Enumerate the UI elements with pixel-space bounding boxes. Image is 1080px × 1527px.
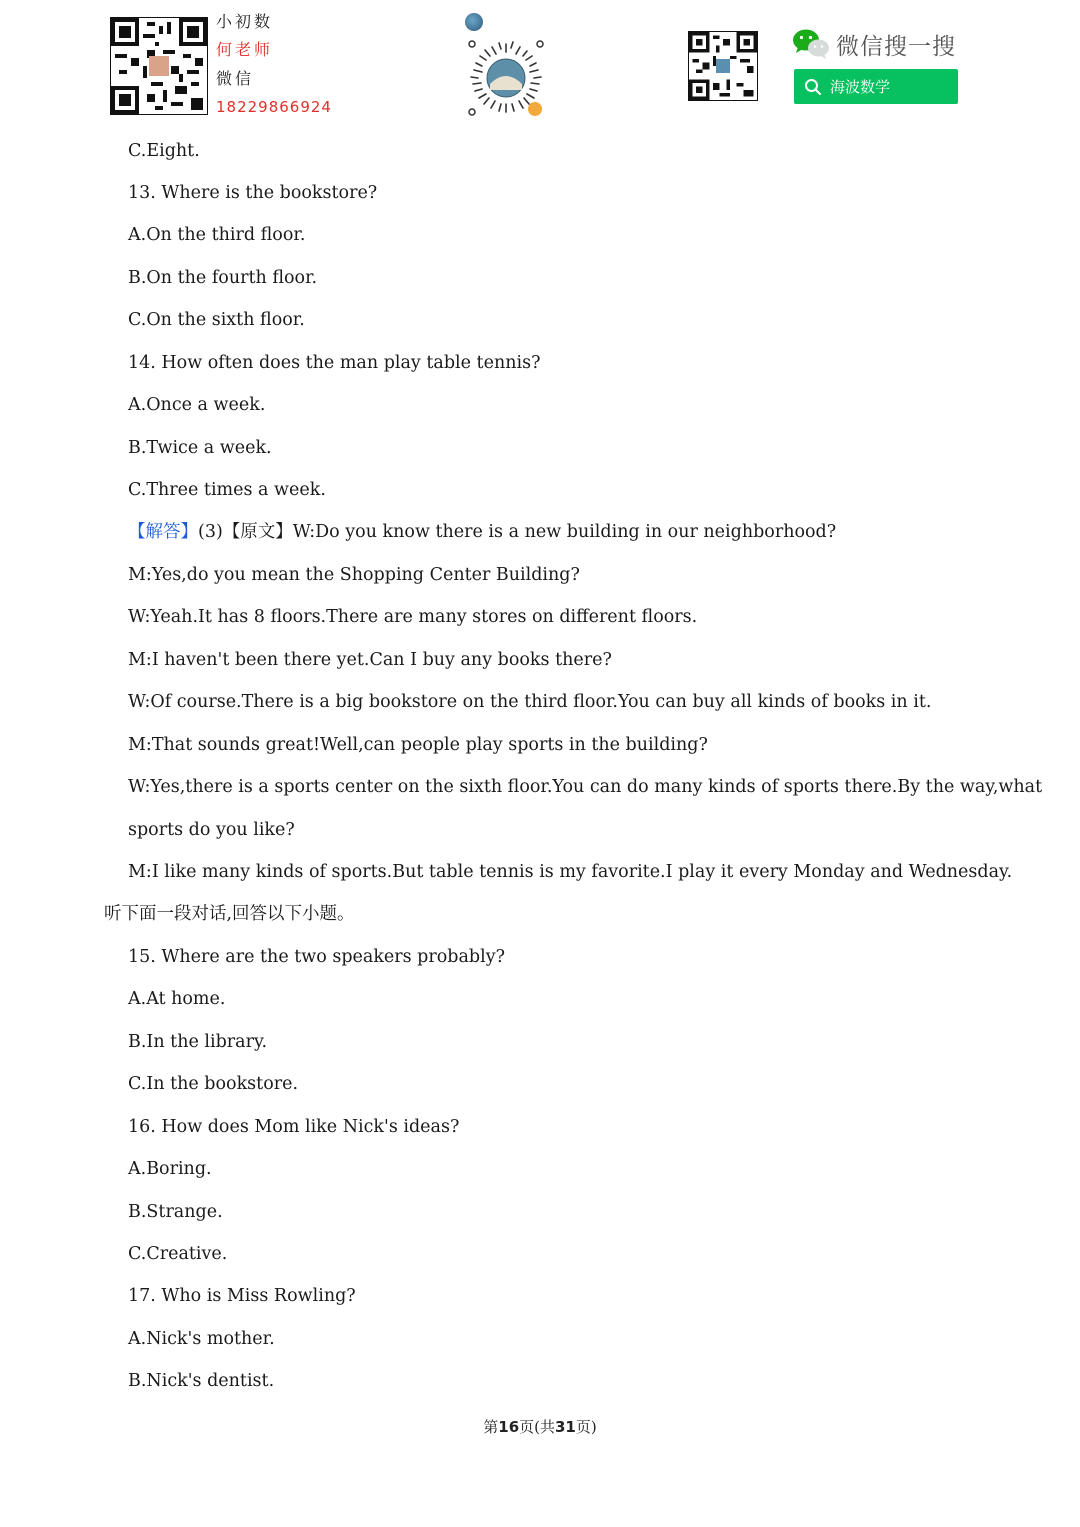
option-text: A.Nick's mother. bbox=[128, 1329, 275, 1349]
contact-qr-code[interactable] bbox=[110, 17, 208, 115]
option-text: B.In the library. bbox=[128, 1032, 268, 1052]
dialogue-line: M:Yes,do you mean the Shopping Center Building? bbox=[128, 565, 580, 585]
option-text: A.Once a week. bbox=[128, 395, 266, 415]
answer-heading bbox=[128, 520, 836, 544]
contact-line: 微信 bbox=[216, 69, 255, 88]
option-text: B.Nick's dentist. bbox=[128, 1371, 275, 1391]
option-text: A.On the third floor. bbox=[128, 225, 306, 245]
dialogue-line: W:Of course.There is a big bookstore on the third floor.You can buy all kinds of books in it. bbox=[128, 692, 932, 712]
search-icon bbox=[804, 78, 822, 96]
contact-phone: 18229866924 bbox=[216, 98, 332, 116]
option-text: C.In the bookstore. bbox=[128, 1074, 299, 1094]
option-text: C.Three times a week. bbox=[128, 480, 326, 500]
search-button-label: 海波数学 bbox=[830, 78, 891, 96]
search-button[interactable] bbox=[794, 69, 958, 104]
option-text: C.Eight. bbox=[128, 141, 200, 161]
miniprogram-code[interactable] bbox=[464, 12, 548, 120]
current-page: 16 bbox=[498, 1418, 520, 1436]
option-text: A.Boring. bbox=[128, 1159, 212, 1179]
total-pages: 31 bbox=[555, 1418, 576, 1436]
wechat-icon bbox=[792, 28, 830, 60]
option-text: A.At home. bbox=[128, 989, 226, 1009]
option-text: C.On the sixth floor. bbox=[128, 310, 305, 330]
question-text: 14. How often does the man play table tennis? bbox=[128, 353, 541, 373]
section-instruction: 听下面一段对话,回答以下小题。 bbox=[104, 904, 355, 924]
option-text: B.Strange. bbox=[128, 1202, 223, 1222]
contact-line: 小初数 bbox=[216, 12, 274, 31]
contact-line: 何老师 bbox=[216, 40, 274, 59]
dialogue-line: M:That sounds great!Well,can people play sports in the building? bbox=[128, 735, 708, 755]
dialogue-line: M:I haven't been there yet.Can I buy any books there? bbox=[128, 650, 612, 670]
dialogue-line: M:I like many kinds of sports.But table tennis is my favorite.I play it every Monday and Wednesday. bbox=[128, 862, 1013, 882]
answer-head-text: (3)【原文】W:Do you know there is a new building in our neighborhood? bbox=[198, 522, 837, 542]
avatar bbox=[465, 13, 483, 31]
dialogue-line: sports do you like? bbox=[128, 820, 295, 840]
wechat-search-title: 微信搜一搜 bbox=[836, 34, 956, 60]
question-text: 13. Where is the bookstore? bbox=[128, 183, 378, 203]
question-text: 16. How does Mom like Nick's ideas? bbox=[128, 1117, 460, 1137]
option-text: B.On the fourth floor. bbox=[128, 268, 318, 288]
dialogue-line: W:Yeah.It has 8 floors.There are many stores on different floors. bbox=[128, 607, 698, 627]
question-text: 17. Who is Miss Rowling? bbox=[128, 1286, 356, 1306]
dialogue-line: W:Yes,there is a sports center on the sixth floor.You can do many kinds of sports there.By the way,what bbox=[128, 777, 1043, 797]
option-text: B.Twice a week. bbox=[128, 438, 272, 458]
answer-tag: 【解答】 bbox=[128, 522, 198, 542]
question-text: 15. Where are the two speakers probably? bbox=[128, 947, 505, 967]
page-number: 第16页(共31页) bbox=[483, 1418, 597, 1436]
wechat-qr-code[interactable] bbox=[688, 31, 758, 101]
badge-icon bbox=[528, 102, 542, 116]
option-text: C.Creative. bbox=[128, 1244, 228, 1264]
